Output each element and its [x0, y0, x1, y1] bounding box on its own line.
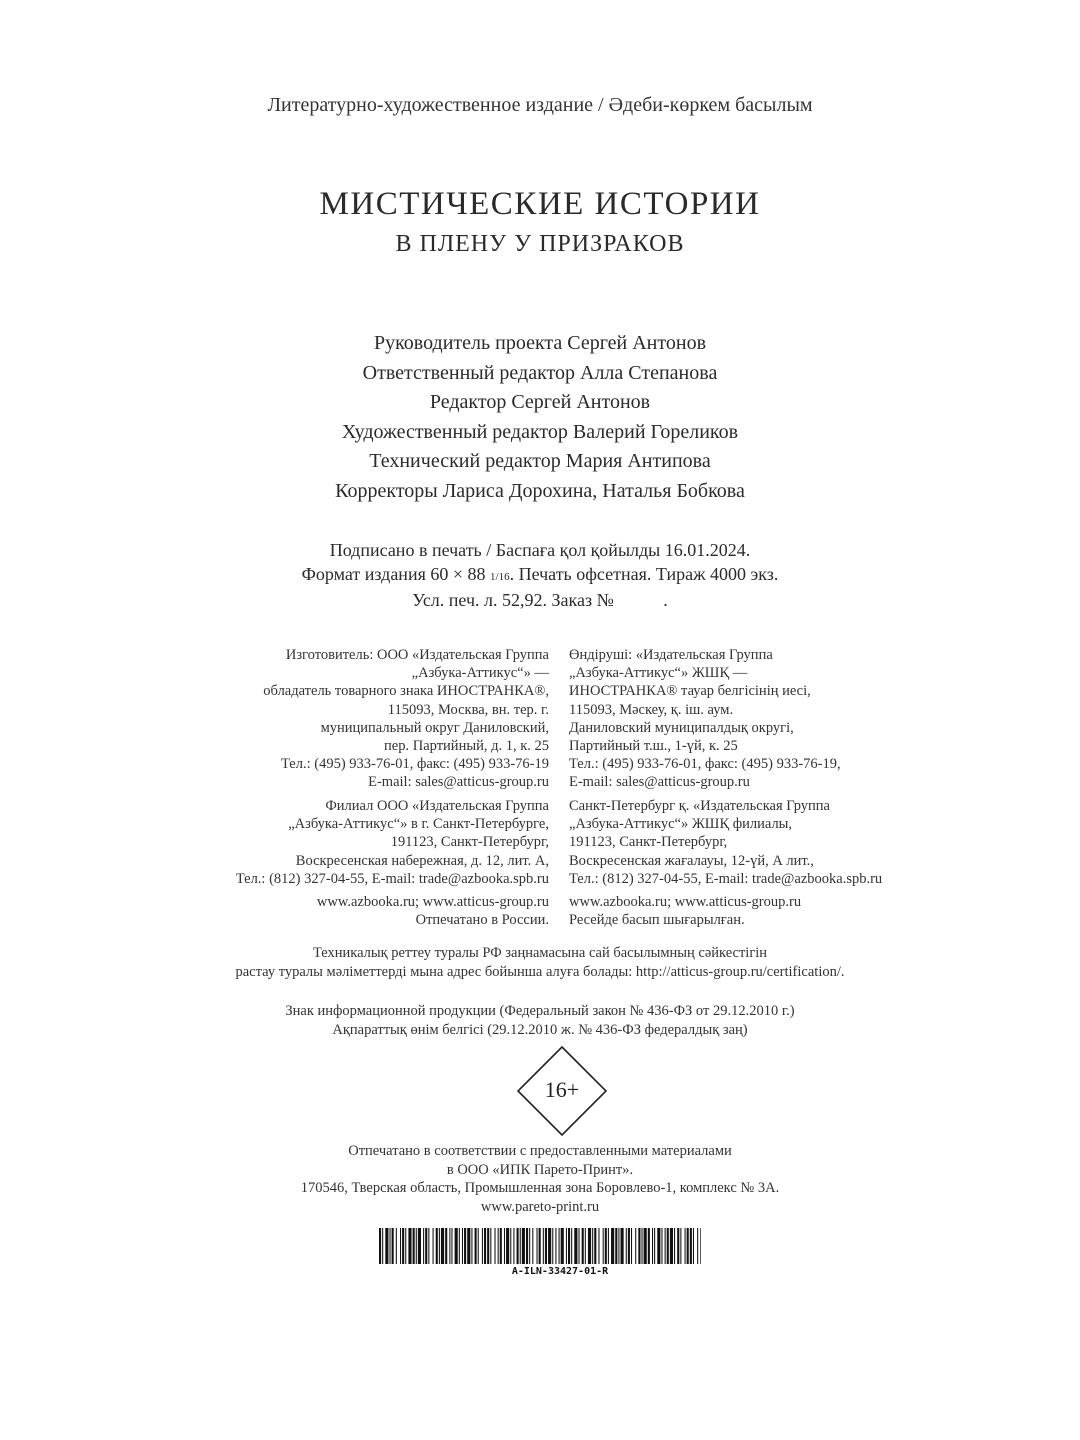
barcode-bar: [615, 1228, 617, 1264]
signed-to-print: Подписано в печать / Баспаға қол қойылды 16.01.2024.: [329, 540, 751, 560]
barcode-bar: [582, 1228, 584, 1264]
barcode-bar: [605, 1228, 607, 1264]
barcode-bar: [561, 1228, 564, 1264]
text-line: „Азбука-Аттикус“» ЖШҚ филиалы,: [569, 816, 793, 833]
barcode-bar: [498, 1228, 499, 1264]
edition-type: Литературно-художественное издание / Әдеби-көркем басылым: [267, 94, 813, 116]
barcode-bar: [670, 1228, 673, 1264]
barcode-bar: [638, 1228, 640, 1264]
text-line: 191123, Санкт-Петербург,: [390, 834, 549, 851]
barcode-bar: [680, 1228, 681, 1264]
printer-info: [0, 1142, 1080, 1216]
barcode-bar: [687, 1228, 689, 1264]
barcode-bar: [574, 1228, 577, 1264]
text-line: пер. Партийный, д. 1, к. 25: [384, 738, 549, 755]
barcode-bar: [665, 1228, 666, 1264]
barcode-bar: [626, 1228, 627, 1264]
barcode-bar: [618, 1228, 619, 1264]
text-line: www.azbooka.ru; www.atticus-group.ru: [569, 894, 802, 910]
barcode-bar: [603, 1228, 604, 1264]
barcode-bar: [700, 1228, 701, 1264]
order-line: Усл. печ. л. 52,92. Заказ № .: [412, 590, 668, 610]
barcode-bar: [652, 1228, 653, 1264]
format-suffix: . Печать офсетная. Тираж 4000 экз.: [509, 563, 779, 584]
barcode-bar: [520, 1228, 521, 1264]
text-line: Техникалық реттеу туралы РФ заңнамасына сай басылымның сәйкестігін: [312, 945, 768, 961]
age-rating-badge: [517, 1046, 607, 1136]
format-prefix: Формат издания 60 × 88: [301, 563, 491, 584]
text-line: Санкт-Петербург қ. «Издательская Группа: [569, 798, 830, 814]
text-line: E-mail: sales@atticus-group.ru: [569, 774, 750, 791]
text-line: Тел.: (495) 933-76-01, факс: (495) 933-76-19: [281, 756, 549, 773]
barcode-bar: [545, 1228, 547, 1264]
barcode-bar: [585, 1228, 586, 1264]
barcode-bar: [402, 1228, 404, 1264]
barcode-bar: [559, 1228, 560, 1264]
barcode-bar: [506, 1228, 509, 1264]
barcode-bar: [654, 1228, 655, 1264]
barcode-bar: [532, 1228, 533, 1264]
text-line: обладатель товарного знака ИНОСТРАНКА®,: [263, 683, 549, 700]
text-line: Ақпараттық өнім белгісі (29.12.2010 ж. № 436-ФЗ федералдық заң): [332, 1021, 748, 1038]
barcode-bar: [693, 1228, 694, 1264]
barcode-bar: [667, 1228, 669, 1264]
info-product-law: [0, 1002, 1080, 1039]
barcode-bar: [555, 1228, 556, 1264]
barcode-bar: [418, 1228, 421, 1264]
text-line: муниципальный округ Даниловский,: [320, 719, 549, 736]
barcode-bar: [390, 1228, 391, 1264]
barcode-bar: [451, 1228, 452, 1264]
text-line: Воскресенская набережная, д. 12, лит. А,: [295, 852, 549, 869]
barcode-bar: [592, 1228, 593, 1264]
barcode-bar: [490, 1228, 491, 1264]
barcode-bar: [425, 1228, 427, 1264]
text-line: 170546, Тверская область, Промышленная зона Боровлево-1, комплекс № 3А.: [300, 1180, 780, 1196]
print-info: [0, 539, 1080, 613]
text-line: Ресейде басып шығарылған.: [569, 912, 745, 929]
web-kz: [569, 893, 801, 929]
barcode-bar: [522, 1228, 525, 1264]
barcode-bar: [608, 1228, 609, 1264]
text-line: 115093, Мәскеу, қ. іш. аум.: [569, 701, 734, 718]
barcode-bar: [484, 1228, 486, 1264]
barcode-bar: [517, 1228, 519, 1264]
barcode-bar: [482, 1228, 483, 1264]
barcode-bar: [382, 1228, 383, 1264]
barcode-bar: [408, 1228, 411, 1264]
manufacturer-kz: [569, 646, 841, 792]
book-title: МИСТИЧЕСКИЕ ИСТОРИИ: [319, 186, 761, 222]
barcode-bar: [441, 1228, 444, 1264]
credit-managing-editor: Ответственный редактор Алла Степанова: [362, 361, 718, 384]
barcode-bar: [428, 1228, 429, 1264]
text-line: растау туралы мәліметтерді мына адрес бойынша алуға болады: http://atticus-group.ru/certification/.: [235, 963, 845, 980]
barcode-bar: [571, 1228, 572, 1264]
barcode-bar: [464, 1228, 466, 1264]
barcode-bar: [537, 1228, 538, 1264]
text-line: Тел.: (495) 933-76-01, факс: (495) 933-76-19,: [569, 756, 841, 773]
barcode-bar: [510, 1228, 511, 1264]
staff-credits: [0, 329, 1080, 507]
barcode-bar: [433, 1228, 434, 1264]
barcode-bar: [697, 1228, 698, 1264]
barcode-bar: [413, 1228, 415, 1264]
credit-proofreaders: Корректоры Лариса Дорохина, Наталья Бобкова: [335, 479, 745, 502]
text-line: Тел.: (812) 327-04-55, E-mail: trade@azbooka.spb.ru: [235, 870, 549, 887]
barcode-bar: [436, 1228, 438, 1264]
barcode-bar: [579, 1228, 580, 1264]
barcode-bar: [445, 1228, 447, 1264]
barcode-bar: [478, 1228, 479, 1264]
barcode-bar: [504, 1228, 505, 1264]
text-line: 191123, Санкт-Петербург,: [569, 834, 728, 851]
barcode-bar: [379, 1228, 381, 1264]
book-subtitle: В ПЛЕНУ У ПРИЗРАКОВ: [395, 231, 685, 257]
age-rating: 16+: [544, 1077, 580, 1102]
text-line: E-mail: sales@atticus-group.ru: [368, 774, 549, 791]
barcode-bar: [495, 1228, 496, 1264]
credit-project-lead: Руководитель проекта Сергей Антонов: [373, 332, 707, 354]
text-line: Знак информационной продукции (Федеральный закон № 436-ФЗ от 29.12.2010 г.): [285, 1003, 795, 1019]
text-line: Отпечатано в России.: [415, 912, 549, 929]
barcode-bar: [685, 1228, 686, 1264]
barcode-bar: [385, 1228, 388, 1264]
barcode-bar: [400, 1228, 401, 1264]
barcode-bar: [449, 1228, 450, 1264]
barcode-bar: [548, 1228, 551, 1264]
barcode-bar: [552, 1228, 553, 1264]
text-line: Отпечатано в соответствии с предоставленными материалами: [348, 1143, 732, 1159]
certification-note: [0, 944, 1080, 981]
barcode-bar: [423, 1228, 424, 1264]
manufacturer-ru: [263, 646, 549, 792]
barcode-label: A-ILN-33427-01-R: [511, 1266, 609, 1277]
barcode-bar: [539, 1228, 541, 1264]
barcode-bar: [631, 1228, 632, 1264]
barcode-bar: [566, 1228, 567, 1264]
text-line: Изготовитель: ООО «Издательская Группа: [285, 647, 549, 663]
text-line: Филиал ООО «Издательская Группа: [325, 798, 549, 814]
branch-ru: [236, 797, 549, 888]
barcode-bar: [396, 1228, 397, 1264]
credit-technical-editor: Технический редактор Мария Антипова: [369, 450, 711, 473]
text-line: Воскресенская жағалауы, 12-үй, А лит.,: [569, 852, 814, 869]
format-line: [0, 563, 1080, 590]
text-line: 115093, Москва, вн. тер. г.: [387, 701, 549, 718]
text-line: Партийный т.ш., 1-үй, к. 25: [569, 738, 738, 755]
barcode-bar: [405, 1228, 406, 1264]
branch-kz: [569, 797, 882, 888]
text-line: „Азбука-Аттикус“» —: [411, 665, 549, 682]
barcode-bar: [459, 1228, 460, 1264]
text-line: ИНОСТРАНКА® тауар белгісінің иесі,: [569, 683, 811, 700]
credit-art-editor: Художественный редактор Валерий Гореликов: [341, 420, 739, 443]
credit-editor: Редактор Сергей Антонов: [429, 391, 651, 414]
text-line: „Азбука-Аттикус“» в г. Санкт-Петербурге,: [288, 816, 549, 833]
text-line: „Азбука-Аттикус“» ЖШҚ —: [569, 665, 748, 682]
barcode-bar: [677, 1228, 679, 1264]
web-ru: [317, 893, 549, 929]
barcode-bar: [416, 1228, 417, 1264]
barcode-bar: [455, 1228, 458, 1264]
barcode-bar: [467, 1228, 470, 1264]
barcode-bar: [611, 1228, 614, 1264]
barcode-bar: [513, 1228, 514, 1264]
barcode-bar: [543, 1228, 544, 1264]
barcode-bar: [487, 1228, 489, 1264]
text-line: www.azbooka.ru; www.atticus-group.ru: [316, 894, 549, 910]
barcode-bar: [674, 1228, 675, 1264]
barcode: [379, 1228, 701, 1264]
barcode-bar: [439, 1228, 440, 1264]
text-line: www.pareto-print.ru: [480, 1198, 600, 1215]
barcode-bar: [598, 1228, 599, 1264]
barcode-bar: [644, 1228, 647, 1264]
barcode-bar: [392, 1228, 394, 1264]
barcode-bar: [690, 1228, 692, 1264]
barcode-bar: [471, 1228, 472, 1264]
barcode-bar: [648, 1228, 650, 1264]
text-line: Даниловский муниципалдық округі,: [569, 719, 794, 736]
barcode-bar: [621, 1228, 624, 1264]
barcode-bar: [500, 1228, 502, 1264]
barcode-bar: [462, 1228, 463, 1264]
barcode-bar: [642, 1228, 643, 1264]
barcode-bar: [657, 1228, 660, 1264]
barcode-bar: [628, 1228, 630, 1264]
text-line: Өндіруші: «Издательская Группа: [569, 647, 773, 663]
barcode-bar: [588, 1228, 591, 1264]
barcode-bar: [529, 1228, 530, 1264]
barcode-bar: [594, 1228, 596, 1264]
barcode-bar: [526, 1228, 528, 1264]
format-fraction: 1/16: [490, 570, 510, 583]
barcode-bar: [475, 1228, 477, 1264]
barcode-bar: [635, 1228, 636, 1264]
barcode-bar: [568, 1228, 570, 1264]
barcode-bar: [661, 1228, 662, 1264]
text-line: в ООО «ИПК Парето-Принт».: [446, 1161, 634, 1178]
text-line: Тел.: (812) 327-04-55, E-mail: trade@azbooka.spb.ru: [569, 870, 883, 887]
